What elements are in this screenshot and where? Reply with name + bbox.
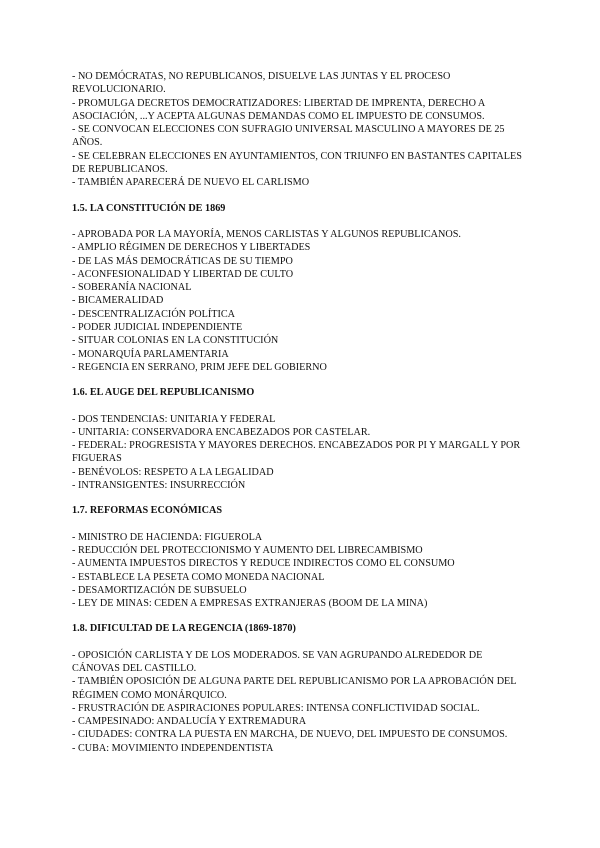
section-constitucion-1869 (72, 202, 524, 375)
list-item: - ESTABLECE LA PESETA COMO MONEDA NACIONAL (72, 571, 325, 583)
list-item: - CUBA: MOVIMIENTO INDEPENDENTISTA (72, 742, 274, 754)
list-item: - APROBADA POR LA MAYORÍA, MENOS CARLISTAS Y ALGUNOS REPUBLICANOS. (72, 228, 461, 240)
list-item: - BENÉVOLOS: RESPETO A LA LEGALIDAD (72, 466, 274, 478)
intro-line: - PROMULGA DECRETOS DEMOCRATIZADORES: LIBERTAD DE IMPRENTA, DERECHO A ASOCIACIÓN, ...Y ACEPTA ALGUNAS DEMANDAS COMO EL IMPUESTO DE CONSUMOS. (72, 97, 485, 122)
document-page (72, 70, 524, 755)
list-item: - SOBERANÍA NACIONAL (72, 282, 192, 294)
section-reformas-economicas (72, 504, 524, 610)
intro-block (72, 70, 524, 190)
section-heading: 1.7. REFORMAS ECONÓMICAS (72, 505, 222, 517)
intro-line: - SE CONVOCAN ELECCIONES CON SUFRAGIO UNIVERSAL MASCULINO A MAYORES DE 25 AÑOS. (72, 124, 505, 149)
list-item: - INTRANSIGENTES: INSURRECCIÓN (72, 480, 246, 492)
intro-line: - NO DEMÓCRATAS, NO REPUBLICANOS, DISUELVE LAS JUNTAS Y EL PROCESO REVOLUCIONARIO. (72, 71, 451, 96)
list-item: - DESCENTRALIZACIÓN POLÍTICA (72, 308, 235, 320)
section-auge-republicanismo (72, 386, 524, 492)
list-item: - BICAMERALIDAD (72, 295, 164, 307)
list-item: - AMPLIO RÉGIMEN DE DERECHOS Y LIBERTADES (72, 242, 311, 254)
list-item: - DOS TENDENCIAS: UNITARIA Y FEDERAL (72, 413, 276, 425)
intro-line: - SE CELEBRAN ELECCIONES EN AYUNTAMIENTOS, CON TRIUNFO EN BASTANTES CAPITALES DE REPUBLICANOS. (72, 150, 522, 176)
list-item: - PODER JUDICIAL INDEPENDIENTE (72, 322, 243, 334)
list-item: - SITUAR COLONIAS EN LA CONSTITUCIÓN (72, 335, 279, 347)
list-item: - DESAMORTIZACIÓN DE SUBSUELO (72, 584, 247, 596)
list-item: - OPOSICIÓN CARLISTA Y DE LOS MODERADOS. SE VAN AGRUPANDO ALREDEDOR DE CÁNOVAS DEL CASTILLO. (72, 649, 483, 674)
list-item: - LEY DE MINAS: CEDEN A EMPRESAS EXTRANJERAS (BOOM DE LA MINA) (72, 598, 428, 610)
list-item: - AUMENTA IMPUESTOS DIRECTOS Y REDUCE INDIRECTOS COMO EL CONSUMO (72, 558, 455, 570)
list-item: - MONARQUÍA PARLAMENTARIA (72, 348, 229, 360)
section-dificultad-regencia (72, 622, 524, 755)
list-item: - REGENCIA EN SERRANO, PRIM JEFE DEL GOBIERNO (72, 361, 327, 373)
section-heading: 1.8. DIFICULTAD DE LA REGENCIA (1869-1870) (72, 623, 296, 635)
section-heading: 1.6. EL AUGE DEL REPUBLICANISMO (72, 387, 255, 399)
list-item: - TAMBIÉN OPOSICIÓN DE ALGUNA PARTE DEL REPUBLICANISMO POR LA APROBACIÓN DEL RÉGIMEN COMO MONÁRQUICO. (72, 676, 517, 701)
list-item: - UNITARIA: CONSERVADORA ENCABEZADOS POR CASTELAR. (72, 426, 371, 438)
list-item: - FRUSTRACIÓN DE ASPIRACIONES POPULARES: INTENSA CONFLICTIVIDAD SOCIAL. (72, 702, 480, 714)
list-item: - FEDERAL: PROGRESISTA Y MAYORES DERECHOS. ENCABEZADOS POR PI Y MARGALL Y POR FIGUERAS (72, 440, 521, 465)
list-item: - DE LAS MÁS DEMOCRÁTICAS DE SU TIEMPO (72, 255, 293, 267)
list-item: - MINISTRO DE HACIENDA: FIGUEROLA (72, 531, 263, 543)
intro-line: - TAMBIÉN APARECERÁ DE NUEVO EL CARLISMO (72, 177, 310, 189)
list-item: - REDUCCIÓN DEL PROTECCIONISMO Y AUMENTO DEL LIBRECAMBISMO (72, 544, 423, 556)
list-item: - ACONFESIONALIDAD Y LIBERTAD DE CULTO (72, 268, 294, 280)
list-item: - CIUDADES: CONTRA LA PUESTA EN MARCHA, DE NUEVO, DEL IMPUESTO DE CONSUMOS. (72, 729, 508, 741)
section-heading: 1.5. LA CONSTITUCIÓN DE 1869 (72, 202, 226, 214)
list-item: - CAMPESINADO: ANDALUCÍA Y EXTREMADURA (72, 716, 307, 728)
